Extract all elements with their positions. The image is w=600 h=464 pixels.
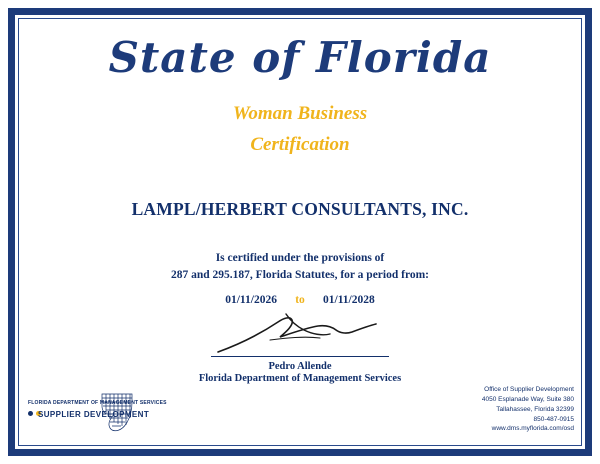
entity-name: LAMPL/HERBERT CONSULTANTS, INC. (131, 198, 469, 219)
date-separator: to (295, 294, 305, 307)
certificate-content (22, 22, 578, 442)
validity-dates (22, 294, 578, 306)
provisions-text (22, 250, 578, 285)
agency-logo-main-text: SUPPLIER DEVELOPMENT (38, 410, 150, 419)
signature-icon (200, 310, 400, 356)
start-date: 01/11/2026 (225, 294, 277, 307)
office-city: Tallahassee, Florida 32399 (496, 405, 574, 413)
signature-line (211, 356, 389, 357)
office-name: Office of Supplier Development (484, 386, 574, 394)
certification-type-line2: Certification (250, 134, 350, 156)
signer-name: Pedro Allende (268, 361, 332, 372)
office-phone: 850-487-0915 (533, 415, 574, 423)
end-date: 01/11/2028 (323, 294, 375, 307)
provisions-line1: Is certified under the provisions of (215, 251, 385, 264)
signer-department: Florida Department of Management Services (198, 373, 402, 384)
certificate-footer (22, 380, 578, 440)
certification-type-line1: Woman Business (232, 103, 368, 125)
signature-mark (200, 310, 400, 356)
office-website[interactable]: www.dms.myflorida.com/osd (491, 425, 574, 433)
florida-state-outline-icon (98, 388, 148, 434)
signature-block (22, 310, 578, 384)
state-title: State of Florida (108, 33, 492, 82)
provisions-line2: 287 and 295.187, Florida Statutes, for a period from: (171, 269, 429, 282)
agency-logo-top-text: FLORIDA DEPARTMENT OF MANAGEMENT SERVICES (28, 400, 167, 406)
logo-dot-blue-icon (28, 411, 33, 416)
certification-type (22, 98, 578, 161)
office-contact-info (482, 385, 574, 434)
office-street: 4050 Esplanade Way, Suite 380 (481, 396, 574, 403)
agency-logo (26, 386, 167, 436)
